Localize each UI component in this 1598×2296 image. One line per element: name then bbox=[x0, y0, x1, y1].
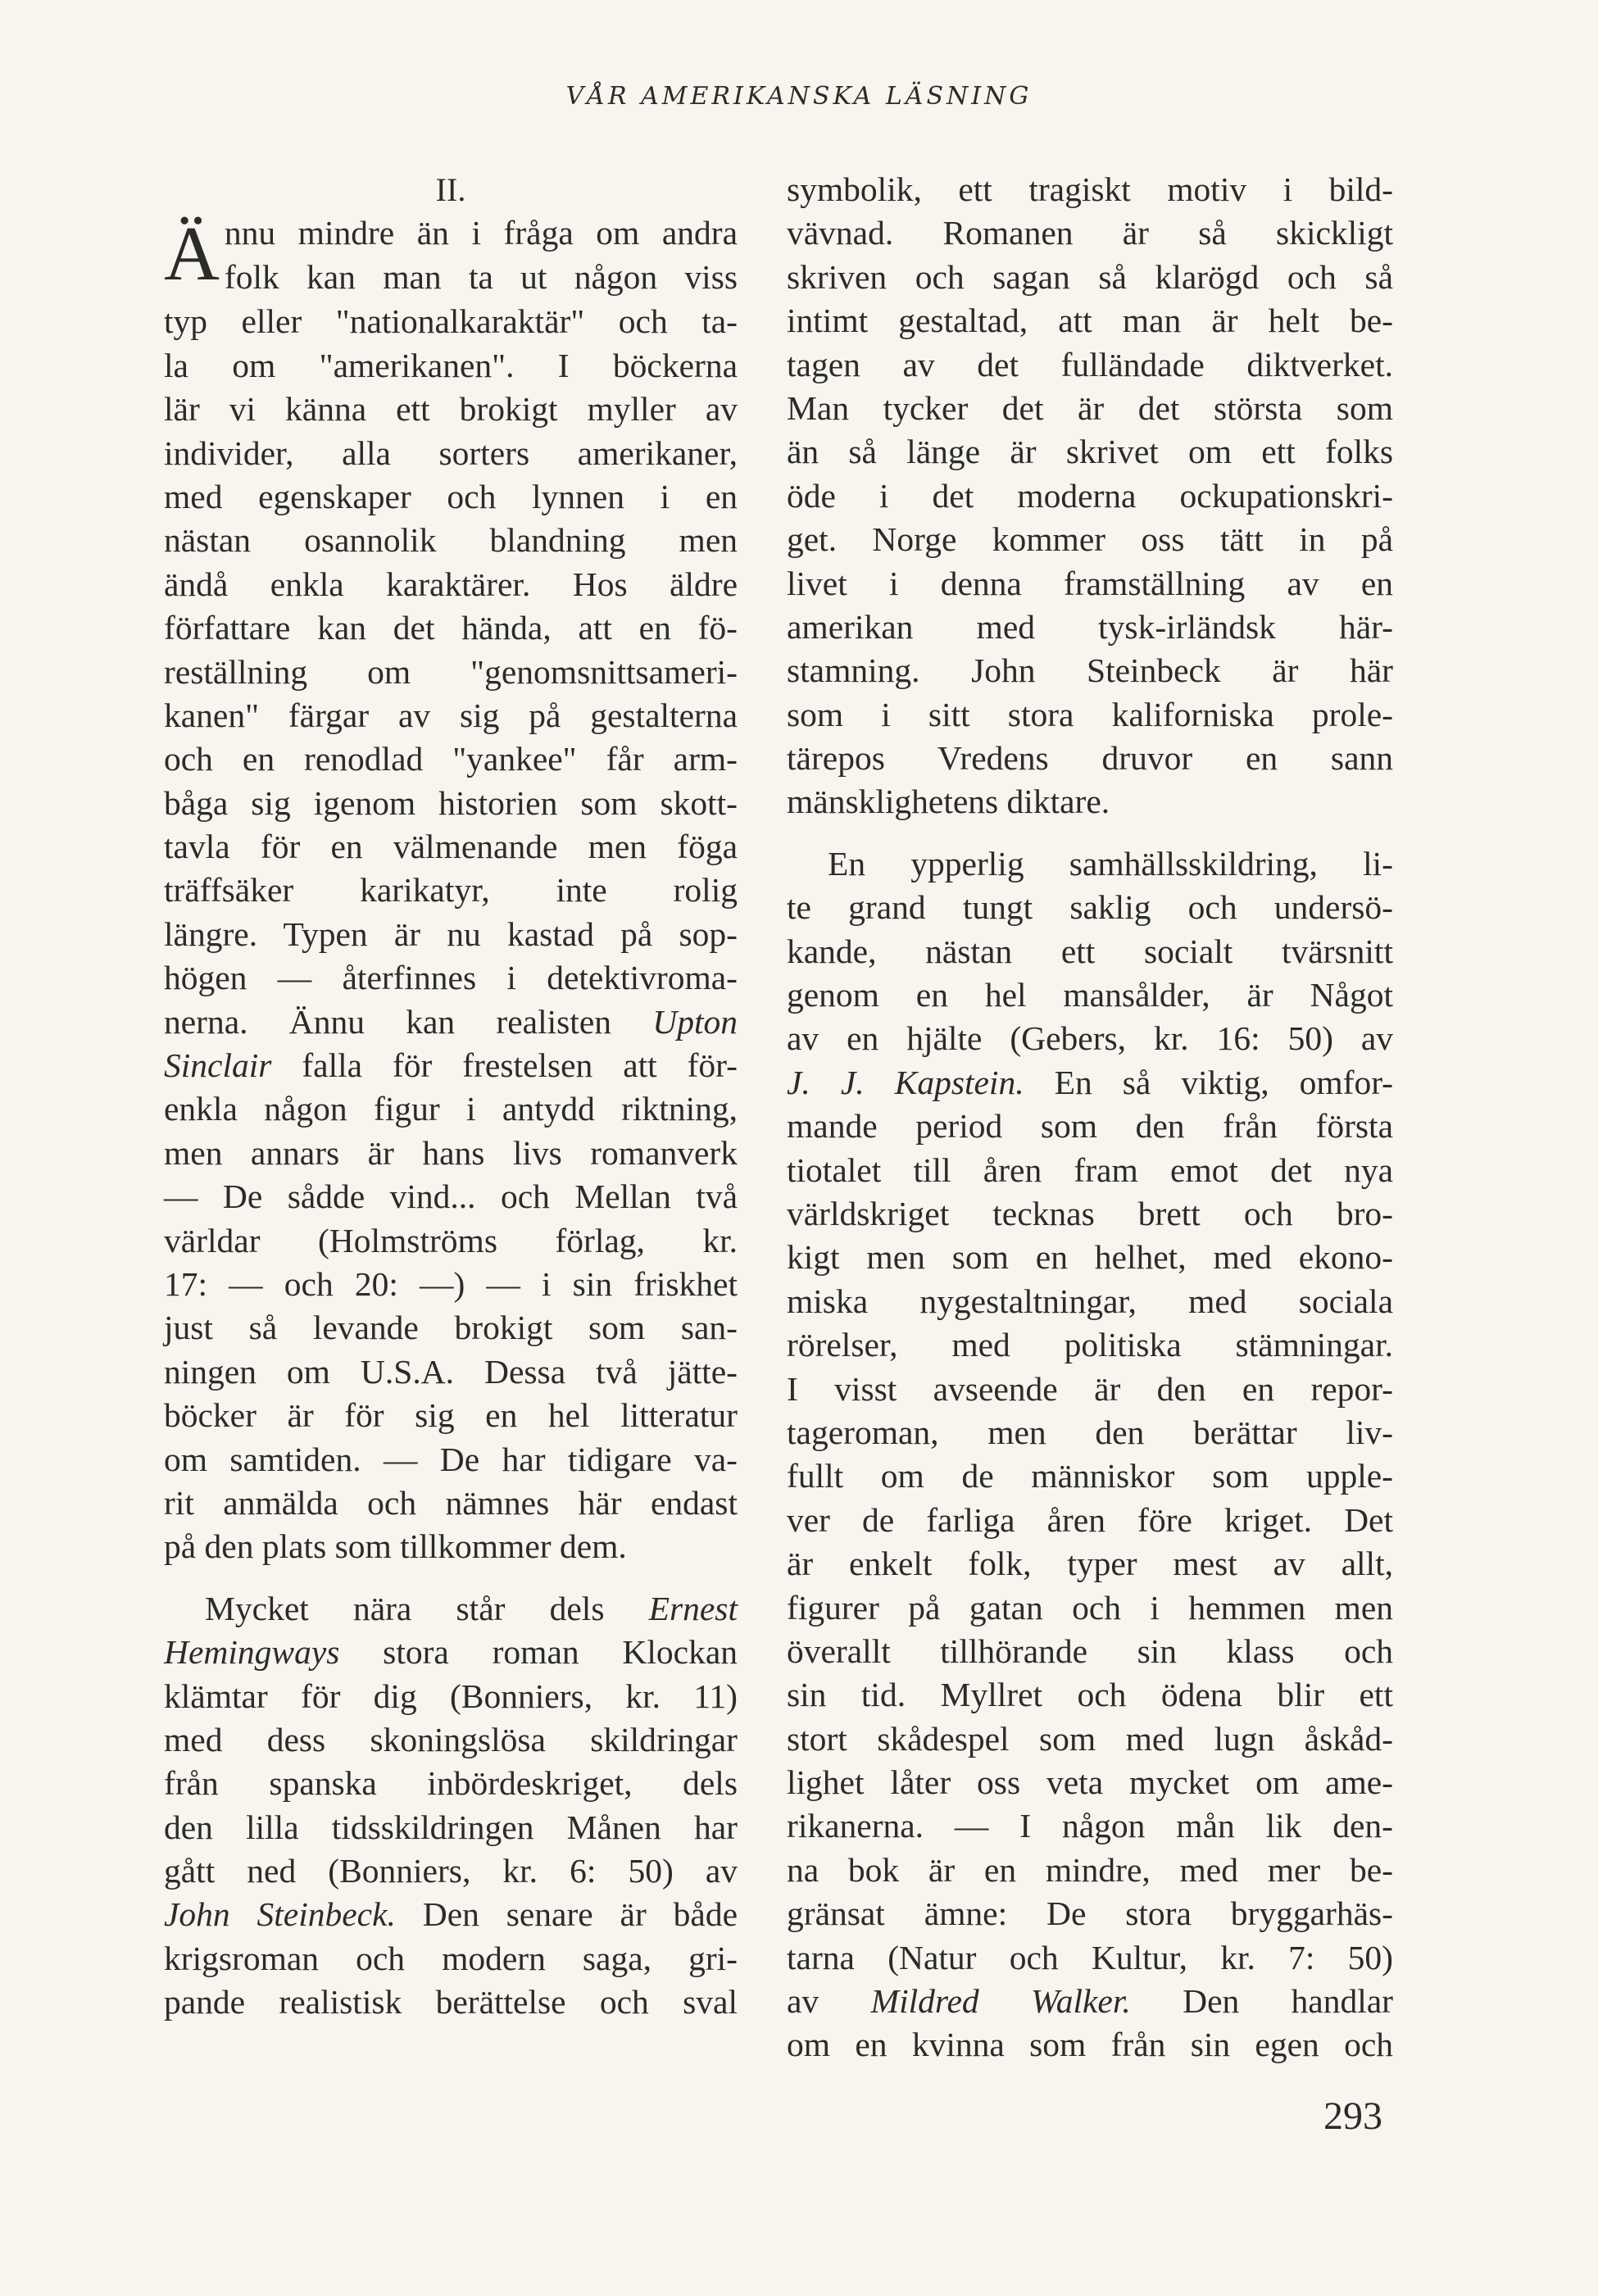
text-line: lär vi känna ett brokigt myller av bbox=[164, 390, 738, 429]
text-line: krigsroman och modern saga, gri- bbox=[164, 1939, 738, 1977]
text-line: lighet låter oss veta mycket om ame- bbox=[787, 1763, 1393, 1802]
text-line: skriven och sagan så klarögd och så bbox=[787, 257, 1393, 296]
text-line: men annars är hans livs romanverk bbox=[164, 1133, 738, 1172]
text-line: sin tid. Myllret och ödena blir ett bbox=[787, 1676, 1393, 1714]
text-line: figurer på gatan och i hemmen men bbox=[787, 1588, 1393, 1627]
text-line: båga sig igenom historien som skott- bbox=[164, 783, 738, 822]
text-line: just så levande brokigt som san- bbox=[164, 1309, 738, 1347]
author-name: Ernest bbox=[648, 1589, 738, 1627]
section-number: II. bbox=[435, 171, 466, 208]
text-line bbox=[164, 1631, 738, 1674]
text-line: rit anmälda och nämnes här endast bbox=[164, 1483, 738, 1522]
text-line: typ eller "nationalkaraktär" och ta- bbox=[164, 302, 738, 341]
text-line: En ypperlig samhällsskildring, li- bbox=[828, 844, 1393, 883]
text-line: tiotalet till åren fram emot det nya bbox=[787, 1150, 1393, 1189]
text-line: nnu mindre än i fråga om andra bbox=[224, 214, 738, 252]
text-line: träffsäker karikatyr, inte rolig bbox=[164, 871, 738, 910]
text-line: rikanerna. — I någon mån lik den- bbox=[787, 1807, 1393, 1845]
text-line: enkla någon figur i antydd riktning, bbox=[164, 1090, 738, 1128]
text-line: kanen" färgar av sig på gestalterna bbox=[164, 696, 738, 734]
text-line: världskriget tecknas brett och bro- bbox=[787, 1194, 1393, 1232]
author-name: Hemingways bbox=[164, 1633, 340, 1672]
text-line: livet i denna framställning av en bbox=[787, 564, 1393, 602]
text-line: med dess skoningslösa skildringar bbox=[164, 1720, 738, 1758]
running-head: VÅR AMERIKANSKA LÄSNING bbox=[565, 82, 1033, 111]
text-line: 17: — och 20: —) — i sin friskhet bbox=[164, 1264, 738, 1303]
text-line: från spanska inbördeskriget, dels bbox=[164, 1764, 738, 1803]
text-line: tarna (Natur och Kultur, kr. 7: 50) bbox=[787, 1938, 1393, 1976]
text-line: intimt gestaltad, att man är helt be- bbox=[787, 302, 1393, 340]
text-line: individer, alla sorters amerikaner, bbox=[164, 433, 738, 472]
text-segment: Den handlar bbox=[1130, 1982, 1393, 2021]
text-line: gått ned (Bonniers, kr. 6: 50) av bbox=[164, 1852, 738, 1890]
text-segment: falla för frestelsen att för- bbox=[271, 1046, 738, 1085]
author-name: Upton bbox=[652, 1002, 738, 1041]
page-number: 293 bbox=[1323, 2094, 1382, 2138]
text-line: pande realistisk berättelse och sval bbox=[164, 1983, 738, 2021]
text-line: rörelser, med politiska stämningar. bbox=[787, 1326, 1393, 1364]
text-line: mänsklighetens diktare. bbox=[787, 783, 1110, 821]
text-line: vävnad. Romanen är så skickligt bbox=[787, 214, 1393, 252]
text-line bbox=[164, 1001, 738, 1044]
text-line: fullt om de människor som upple- bbox=[787, 1457, 1393, 1495]
text-line: med egenskaper och lynnen i en bbox=[164, 477, 738, 515]
text-line: är enkelt folk, typer mest av allt, bbox=[787, 1545, 1393, 1583]
text-line: gränsat ämne: De stora bryggarhäs- bbox=[787, 1894, 1393, 1933]
text-line: amerikan med tysk-irländsk här- bbox=[787, 607, 1393, 646]
paragraph-1 bbox=[164, 300, 738, 1568]
text-line: än så länge är skrivet om ett folks bbox=[787, 433, 1393, 471]
text-line: om en kvinna som från sin egen och bbox=[787, 2026, 1393, 2064]
text-line: tavla för en välmenande men föga bbox=[164, 828, 738, 866]
text-line: högen — återfinnes i detektivroma- bbox=[164, 959, 738, 997]
text-line: reställning om "genomsnittsameri- bbox=[164, 652, 738, 691]
text-line: symbolik, ett tragiskt motiv i bild- bbox=[787, 170, 1393, 208]
text-line: stamning. John Steinbeck är här bbox=[787, 651, 1393, 690]
text-segment: Mycket nära står dels bbox=[205, 1589, 605, 1627]
author-name: Sinclair bbox=[164, 1046, 272, 1085]
text-line: tärepos Vredens druvor en sann bbox=[787, 739, 1393, 778]
paragraph-1-continued bbox=[787, 168, 1393, 824]
text-segment: Den senare är både bbox=[395, 1895, 738, 1934]
text-line: kande, nästan ett socialt tvärsnitt bbox=[787, 932, 1393, 970]
text-segment: stora roman Klockan bbox=[339, 1633, 738, 1672]
text-line: kigt men som en helhet, med ekono- bbox=[787, 1238, 1393, 1277]
text-line: längre. Typen är nu kastad på sop- bbox=[164, 914, 738, 953]
text-line bbox=[787, 1980, 1393, 2023]
text-line bbox=[164, 1893, 738, 1936]
text-line: te grand tungt saklig och undersö- bbox=[787, 888, 1393, 927]
dropcap-paragraph-start bbox=[164, 211, 738, 300]
text-line: böcker är för sig en hel litteratur bbox=[164, 1396, 738, 1435]
text-line: på den plats som tillkommer dem. bbox=[164, 1527, 627, 1566]
text-line: ningen om U.S.A. Dessa två jätte- bbox=[164, 1352, 738, 1391]
text-line: tagen av det fulländade diktverket. bbox=[787, 345, 1393, 383]
text-line: stort skådespel som med lugn åskåd- bbox=[787, 1719, 1393, 1758]
left-column bbox=[164, 168, 738, 2025]
text-line bbox=[787, 1061, 1393, 1105]
text-line: la om "amerikanen". I böckerna bbox=[164, 346, 738, 384]
text-line: — De sådde vind... och Mellan två bbox=[164, 1177, 738, 1216]
text-line: na bok är en mindre, med mer be- bbox=[787, 1850, 1393, 1889]
text-line: ändå enkla karaktärer. Hos äldre bbox=[164, 565, 738, 603]
text-line: av en hjälte (Gebers, kr. 16: 50) av bbox=[787, 1019, 1393, 1058]
text-segment: av bbox=[787, 1982, 819, 2021]
text-segment: nerna. Ännu kan realisten bbox=[164, 1002, 611, 1041]
text-line: get. Norge kommer oss tätt in på bbox=[787, 520, 1393, 559]
author-name: John Steinbeck. bbox=[164, 1895, 396, 1934]
author-name: J. J. Kapstein. bbox=[787, 1063, 1024, 1101]
author-name: Mildred Walker. bbox=[870, 1982, 1131, 2021]
text-line bbox=[164, 1587, 738, 1631]
text-line: miska nygestaltningar, med sociala bbox=[787, 1282, 1393, 1320]
drop-cap: Ä bbox=[164, 211, 220, 297]
text-line bbox=[164, 1044, 738, 1087]
text-line: världar (Holmströms förlag, kr. bbox=[164, 1221, 738, 1259]
text-line: genom en hel mansålder, är Något bbox=[787, 976, 1393, 1014]
text-line: folk kan man ta ut någon viss bbox=[224, 257, 738, 296]
text-line: och en renodlad "yankee" får arm- bbox=[164, 740, 738, 778]
text-line: om samtiden. — De har tidigare va- bbox=[164, 1440, 738, 1478]
text-line: den lilla tidsskildringen Månen har bbox=[164, 1808, 738, 1846]
paragraph-2 bbox=[787, 842, 1393, 2067]
text-line: författare kan det hända, att en fö- bbox=[164, 609, 738, 647]
text-line: mande period som den från första bbox=[787, 1107, 1393, 1146]
text-line: tageroman, men den berättar liv- bbox=[787, 1413, 1393, 1451]
text-line: överallt tillhörande sin klass och bbox=[787, 1631, 1393, 1670]
text-line: ver de farliga åren före kriget. Det bbox=[787, 1500, 1393, 1539]
text-segment: En så viktig, omfor- bbox=[1024, 1063, 1394, 1101]
text-line: klämtar för dig (Bonniers, kr. 11) bbox=[164, 1677, 738, 1715]
text-line: I visst avseende är den en repor- bbox=[787, 1369, 1393, 1408]
paragraph-2 bbox=[164, 1587, 738, 2025]
text-line: som i sitt stora kaliforniska prole- bbox=[787, 695, 1393, 733]
text-line: Man tycker det är det största som bbox=[787, 388, 1393, 427]
text-line: öde i det moderna ockupationskri- bbox=[787, 476, 1393, 515]
right-column bbox=[787, 168, 1393, 2067]
text-line: nästan osannolik blandning men bbox=[164, 521, 738, 560]
